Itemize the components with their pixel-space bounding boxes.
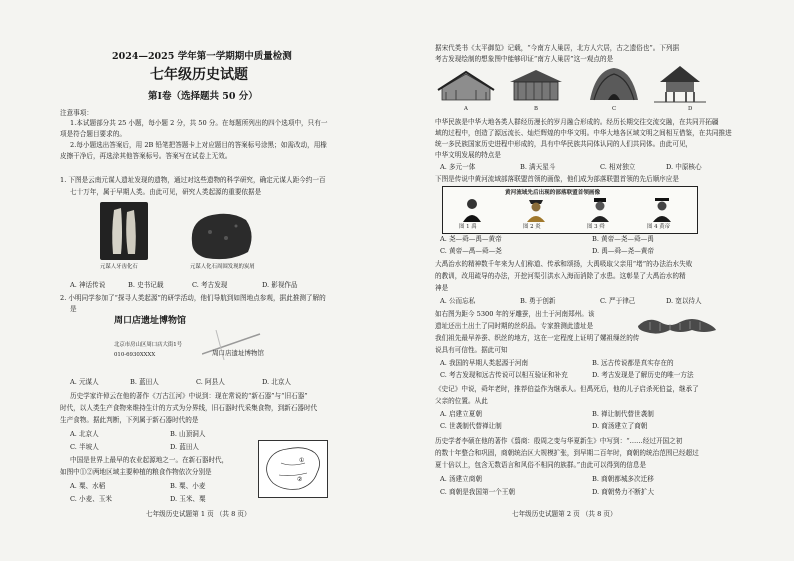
q11-option[interactable]: B. 商朝都城多次迁移 — [592, 475, 654, 483]
q2-stem: 是 — [70, 305, 77, 313]
q1-option[interactable]: D. 影视作品 — [262, 281, 298, 289]
part-title: 第Ⅰ卷（选择题共 50 分） — [148, 91, 258, 102]
q10-option[interactable]: A. 启建立夏朝 — [440, 410, 482, 418]
q10-option[interactable]: C. 世袭制代替禅让制 — [440, 422, 502, 430]
q11-stem: 的数十年整合和巩固，商朝统治区大规模扩张，到早期二百年时，商朝的统治范围已经超过 — [435, 449, 699, 457]
q5-label[interactable]: B — [534, 106, 538, 112]
map-place-title: 周口店遗址博物馆 — [114, 316, 187, 326]
q3-option[interactable]: D. 蓝田人 — [170, 443, 200, 451]
q4-option[interactable]: A. 粟、水稻 — [70, 482, 106, 490]
map-pin-label: 周口店遗址博物馆 — [212, 349, 264, 357]
q7-option[interactable]: B. 黄帝—尧—舜—禹 — [592, 235, 654, 243]
q1-caption: 元谋人牙齿化石 — [100, 264, 138, 270]
q1-caption: 元谋人化石周围发现的炭屑 — [190, 264, 255, 270]
q8-stem: 大禹治水的精神数千年来为人们称道、传承和颂扬，大禹吸取父亲用“堵”的办法治水失败 — [435, 260, 693, 268]
q11-option[interactable]: A. 汤建立商朝 — [440, 475, 482, 483]
q9-stem: 说具有可信性。据此可知 — [435, 346, 508, 354]
portrait-figure — [651, 196, 673, 222]
notice-line: 1.本试题部分共 25 小题，每小题 2 分，共 50 分。在每题所列出的四个选项中，只有一 — [70, 119, 328, 127]
q7-stem: 下图是传说中黄河流域部落联盟首领的画像，他们成为部落联盟首领的先后顺序应是 — [435, 175, 679, 183]
q8-option[interactable]: D. 宽以待人 — [666, 297, 702, 305]
q8-stem: 的教训，改用疏导的办法，开挖河渠引洪水入海而消除了水患。这彰显了大禹治水的精 — [435, 272, 686, 280]
q6-stem: 域的过程中，创造了源远流长、灿烂辉煌的中华文明。中华大地各区域文明之间相互借鉴，在共同推进 — [435, 129, 732, 137]
q9-stem: 我们祖先最早养蚕、织丝的地方，这在一定程度上证明了嫘祖缫丝的传 — [435, 334, 640, 342]
q5-label[interactable]: D — [688, 106, 693, 112]
q6-stem: 统一多民族国家历史进程中形成的，具有中华民族共同体认同的人们共同体。由此可见， — [435, 140, 693, 148]
q11-option[interactable]: D. 商朝势力不断扩大 — [592, 488, 654, 496]
q1-option[interactable]: B. 史书记载 — [128, 281, 164, 289]
q2-option[interactable]: B. 蓝田人 — [130, 378, 159, 386]
q9-stem: 遗址还出土出土了同时期的丝织品。专家推测此遗址是 — [435, 322, 594, 330]
q11-stem: 历史学者李硕在他的著作《翦商：殷周之变与华夏新生》中写到：“……经过开国之初 — [435, 437, 683, 445]
house-image-c — [586, 64, 642, 104]
q2-option[interactable]: C. 阿县人 — [196, 378, 225, 386]
q7-option[interactable]: D. 禹—舜—尧—黄帝 — [592, 247, 654, 255]
q8-option[interactable]: A. 公而忘私 — [440, 297, 476, 305]
svg-text:②: ② — [297, 476, 303, 483]
q2-option[interactable]: D. 北京人 — [262, 378, 292, 386]
q3-option[interactable]: A. 北京人 — [70, 430, 99, 438]
q4-option[interactable]: D. 玉米、粟 — [170, 495, 206, 503]
notice-line: 项是符合题目要求的。 — [60, 130, 126, 138]
q9-option[interactable]: B. 远古传说都是真实存在的 — [592, 359, 674, 367]
q9-option[interactable]: D. 考古发现是了解历史的唯一方法 — [592, 371, 694, 379]
map-phone: 010-6930XXXX — [114, 352, 156, 358]
q5-stem: 考古发现绘制的想象图中能够印证“南方人巢居”这一观点的是 — [435, 55, 614, 63]
q6-option[interactable]: C. 相对独立 — [600, 163, 636, 171]
q10-stem: 父亲的位置。从此 — [435, 397, 488, 405]
portrait-caption: 图 3 舜 — [587, 224, 605, 230]
portrait-figure — [589, 196, 611, 222]
q10-option[interactable]: D. 商汤建立了商朝 — [592, 422, 648, 430]
q8-option[interactable]: B. 勇于创新 — [520, 297, 556, 305]
q4-stem: 如图中①②两地区域主要种植的粮食作物依次分别是 — [60, 468, 212, 476]
portraits-banner: 黄河流域先后出现的部落联盟首领画像 — [505, 190, 601, 196]
q5-label[interactable]: C — [612, 106, 617, 112]
q6-stem: 中华民族是中华大地各类人群经历漫长的岁月融合形成的。经历长期交往交流交融，在共同开拓疆 — [435, 118, 719, 126]
q5-stem: 据宋代类书《太平御览》记载，“今南方人巢居，北方人穴居，古之遗俗也”。下列据 — [435, 44, 680, 52]
map-address: 北京市房山区周口店大街1号 — [114, 342, 183, 348]
q6-option[interactable]: A. 多元一体 — [440, 163, 476, 171]
q1-stem: 七十万年，属于早期人类。由此可见，研究人类起源的重要依据是 — [70, 188, 262, 196]
q9-option[interactable]: C. 考古发现和远古传说可以相互验证和补充 — [440, 371, 568, 379]
q1-option[interactable]: A. 神话传说 — [70, 281, 106, 289]
portrait-caption: 图 4 黄帝 — [647, 224, 671, 230]
q8-stem: 神是 — [435, 284, 449, 292]
house-image-b — [506, 66, 566, 104]
q11-option[interactable]: C. 商朝是我国第一个王朝 — [440, 488, 515, 496]
china-map — [258, 440, 328, 498]
q2-option[interactable]: A. 元谋人 — [70, 378, 99, 386]
q3-option[interactable]: C. 半坡人 — [70, 443, 99, 451]
page-footer: 七年级历史试题第 1 页 （共 8 页） — [146, 510, 251, 518]
q1-stem: 1. 下图是云南元谋人遗址发现的遗物，通过对这些遗物的科学研究，确定元谋人距今约一百 — [60, 176, 326, 184]
q3-option[interactable]: B. 山顶洞人 — [170, 430, 206, 438]
svg-text:①: ① — [299, 457, 305, 464]
charcoal-photo — [186, 208, 256, 262]
portrait-figure — [461, 196, 483, 222]
q7-option[interactable]: A. 尧—舜—禹—黄帝 — [440, 235, 502, 243]
q3-stem: 时代，以人类生产食物来维持生计的方式为分界线，旧石器时代采集食物，到新石器时代 — [60, 404, 318, 412]
q7-option[interactable]: C. 黄帝—禹—舜—尧 — [440, 247, 502, 255]
q4-stem: 中国是世界上最早的农业起源地之一。在新石器时代， — [70, 456, 229, 464]
notice-line: 2.每小题选出答案后，用 2B 铅笔把答题卡上对应题目的答案标号涂黑；如需改动，用橡 — [70, 141, 327, 149]
q8-option[interactable]: C. 严于律己 — [600, 297, 636, 305]
notice-heading: 注意事项： — [60, 109, 93, 117]
house-image-d — [652, 62, 708, 104]
map-navigation-screenshot — [92, 310, 284, 368]
q1-option[interactable]: C. 考古发现 — [192, 281, 228, 289]
tooth-fossil-photo — [100, 202, 148, 260]
q3-stem: 历史学家许倬云在他的著作《万古江河》中说到：现在常说的“新石器”与“旧石器” — [70, 392, 308, 400]
q9-stem: 如右图为距今 5300 年的牙雕蚕，出土于河南郑州。该 — [435, 310, 595, 318]
q10-stem: 《史记》中说，舜年老时，推荐伯益作为继承人。但禹死后，他的儿子启杀死伯益，继承了 — [435, 385, 699, 393]
q11-stem: 夏十倍以上，包含无数语言和风俗不相同的族群。”由此可以得到的信息是 — [435, 461, 647, 469]
page-footer: 七年级历史试题第 2 页 （共 8 页） — [512, 510, 617, 518]
notice-line: 皮擦干净后，再选涂其他答案标号。答案写在试卷上无效。 — [60, 152, 232, 160]
portrait-figure — [525, 196, 547, 222]
portraits-panel — [442, 186, 698, 234]
subject-title: 七年级历史试题 — [150, 67, 248, 83]
portrait-caption: 图 1 禹 — [459, 224, 477, 230]
q5-label[interactable]: A — [464, 106, 468, 112]
q9-option[interactable]: A. 我国的早期人类起源于河南 — [440, 359, 529, 367]
house-image-a — [436, 68, 496, 104]
q6-option[interactable]: D. 中原核心 — [666, 163, 702, 171]
q4-option[interactable]: C. 小麦、玉米 — [70, 495, 112, 503]
exam-title: 2024—2025 学年第一学期期中质量检测 — [112, 51, 292, 62]
q6-option[interactable]: B. 满天星斗 — [520, 163, 556, 171]
q3-stem: 生产食物。据此判断，下列属于新石器时代的是 — [60, 416, 199, 424]
q4-option[interactable]: B. 粟、小麦 — [170, 482, 206, 490]
portrait-caption: 图 2 炎 — [523, 224, 541, 230]
q6-stem: 中华文明发展的特点是 — [435, 151, 501, 159]
q2-stem: 2. 小明同学参加了“探寻人类起源”的研学活动，他们导航到如图地点参观，据此推测了解的 — [60, 294, 326, 302]
ivory-silkworm-photo — [634, 314, 718, 336]
q10-option[interactable]: B. 禅让制代替世袭制 — [592, 410, 654, 418]
